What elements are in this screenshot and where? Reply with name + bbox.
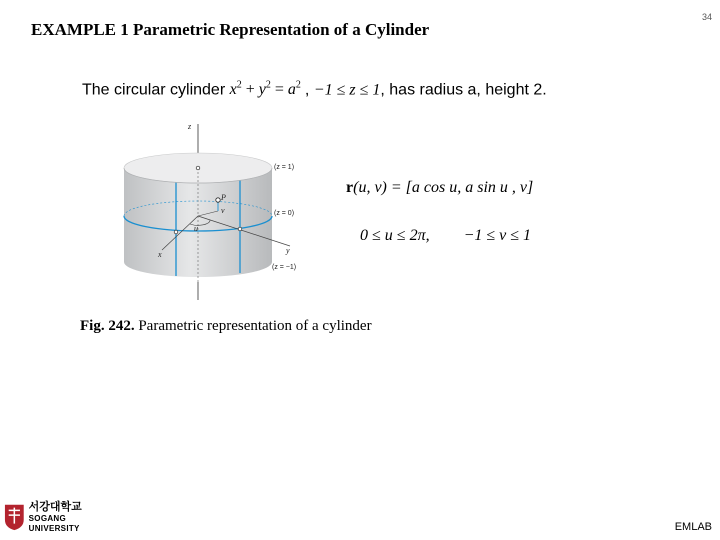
logo-korean: 서강대학교 xyxy=(28,500,82,513)
page-number: 34 xyxy=(701,12,712,22)
footer-lab: EMLAB xyxy=(674,521,712,533)
y-axis-label: y xyxy=(286,246,290,255)
x-axis-label: x xyxy=(158,250,162,259)
level-label-mid: (z = 0) xyxy=(274,210,295,217)
statement-tail: , has radius a, height 2. xyxy=(380,81,547,99)
parameter-ranges: 0 ≤ u ≤ 2π, −1 ≤ v ≤ 1 xyxy=(360,227,532,244)
slide-title: EXAMPLE 1 Parametric Representation of a Cylinder xyxy=(31,20,430,39)
z-range: −1 ≤ z ≤ 1 xyxy=(313,81,381,99)
z-axis-label: z xyxy=(188,122,192,131)
logo-english: SOGANG UNIVERSITY xyxy=(28,513,80,533)
university-logo xyxy=(4,499,114,535)
figure-caption: Fig. 242. Parametric representation of a cylinder xyxy=(80,318,372,334)
statement-intro: The circular cylinder xyxy=(82,81,230,99)
u-label: u xyxy=(194,224,198,233)
problem-statement: The circular cylinder $x^2 + y^2 = a^2$ , −1 ≤ z ≤ 1, has radius a, height 2. xyxy=(82,80,547,99)
v-label: v xyxy=(221,206,225,215)
point-p-label: P xyxy=(221,193,226,202)
emblem-icon xyxy=(4,502,25,532)
cylinder-figure xyxy=(110,116,320,306)
point-p xyxy=(216,198,220,202)
level-label-top: (z = 1) xyxy=(274,164,295,171)
level-label-bottom: (z = −1) xyxy=(272,264,297,271)
parametric-equation: r(u, v) = [a cos u, a sin u , v] xyxy=(346,179,534,196)
cylinder-equation: $x^2 + y^2 = a^2$ xyxy=(229,80,301,99)
